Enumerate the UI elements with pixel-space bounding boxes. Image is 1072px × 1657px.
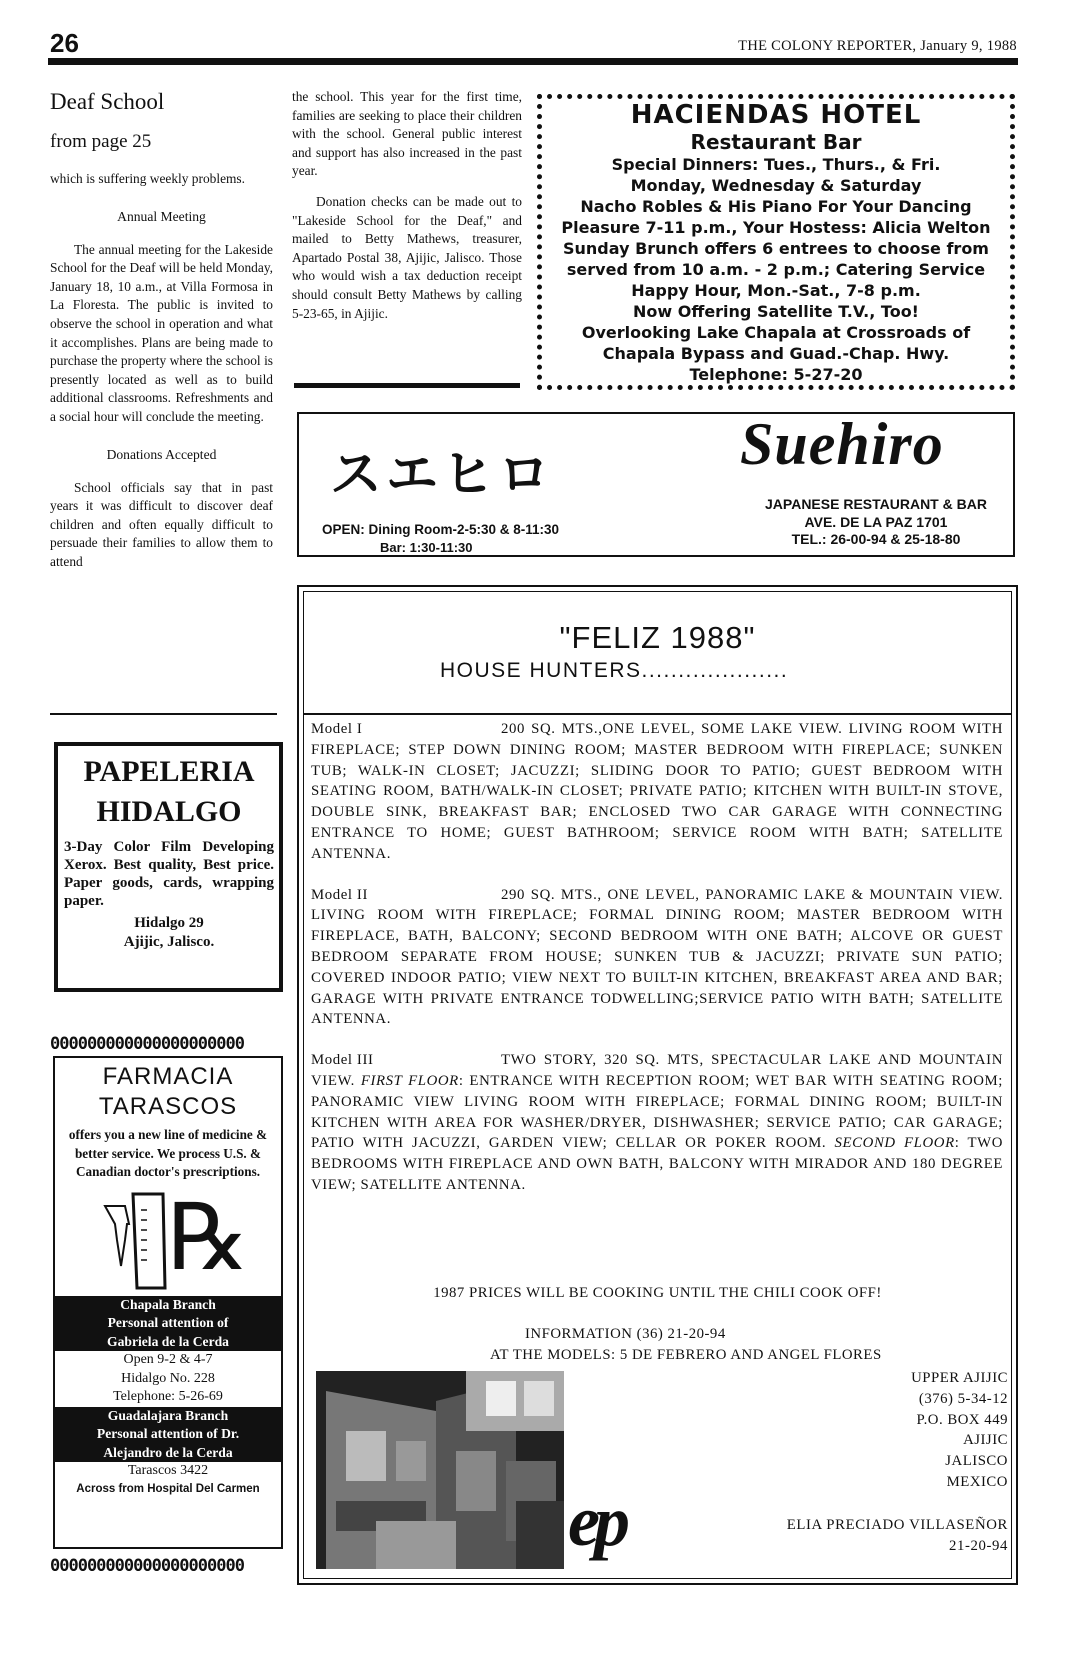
farmacia-chain-bottom: 000000000000000000000 <box>50 1556 244 1576</box>
house-prices-note: 1987 PRICES WILL BE COOKING UNTIL THE CHILI COOK OFF! <box>433 1285 882 1301</box>
model3-name: Model III <box>311 1052 374 1069</box>
deaf-article-col1 <box>50 88 273 572</box>
house-contact-line: JALISCO <box>945 1453 1008 1470</box>
deaf-col2-para2: Donation checks can be made out to "Lakeside School for the Deaf," and mailed to Betty Mathews, treasurer, Apartado Postal 38, Ajijic, Jalisco. Those who would wish a tax deduction receipt should consult Betty Mathews by calling 5-23-65, in Ajijic. <box>292 193 522 321</box>
house-models <box>311 719 1003 1196</box>
deaf-para-donations: School officials say that in past years it was difficult to discover deaf children and often equally difficult to persuade their families to allow them to attend <box>50 479 273 569</box>
papeleria-address-1: Hidalgo 29 <box>134 915 204 931</box>
farmacia-chain-top: 000000000000000000000 <box>50 1034 244 1054</box>
suehiro-hours-dining: OPEN: Dining Room-2-5:30 & 8-11:30 <box>322 522 560 537</box>
suehiro-address: AVE. DE LA PAZ 1701 <box>804 513 948 530</box>
house-headline: "FELIZ 1988" <box>559 620 756 655</box>
model3-block <box>311 1050 1003 1196</box>
haciendas-line: Now Offering Satellite T.V., Too! <box>633 302 919 321</box>
model2-block <box>311 885 1003 1031</box>
house-contact-line: (376) 5-34-12 <box>918 1390 1008 1407</box>
haciendas-ad-text <box>547 100 1005 385</box>
haciendas-line: Monday, Wednesday & Saturday <box>630 176 922 195</box>
haciendas-line: Chapala Bypass and Guad.-Chap. Hwy. <box>602 344 950 363</box>
farmacia-title-1: FARMACIA <box>102 1063 234 1090</box>
farmacia-branch2-title: Guadalajara Branch <box>107 1407 229 1423</box>
haciendas-line: Restaurant Bar <box>690 130 862 154</box>
header-rule <box>48 58 1018 65</box>
deaf-col2-para1: the school. This year for the first time, families are seeking to place their children with the school. General public interest and support has also increased in the past year. <box>292 89 522 179</box>
haciendas-line: Sunday Brunch offers 6 entrees to choose from <box>563 239 989 258</box>
farmacia-branch1-title: Chapala Branch <box>120 1296 216 1312</box>
haciendas-title: HACIENDAS HOTEL <box>630 100 922 130</box>
col2-end-rule <box>294 383 520 388</box>
deaf-subhead: from page 25 <box>50 131 152 152</box>
rx-symbol: ℞ <box>167 1183 250 1291</box>
deaf-headline: Deaf School <box>50 89 165 114</box>
farmacia-intro: offers you a new line of medicine & better service. We process U.S. & Canadian doctor's prescriptions. <box>68 1127 268 1179</box>
house-signature <box>787 1515 1008 1557</box>
model3-first-floor: FIRST FLOOR <box>360 1072 459 1089</box>
farmacia-branch2-note: Across from Hospital Del Carmen <box>76 1483 260 1495</box>
rx-icon <box>55 1184 281 1296</box>
model3-second-floor: SECOND FLOOR <box>834 1135 955 1152</box>
farmacia-branch1-details <box>55 1351 281 1407</box>
farmacia-title-2: TARASCOS <box>98 1093 238 1120</box>
papeleria-title-1: PAPELERIA <box>83 755 255 788</box>
suehiro-tagline: JAPANESE RESTAURANT & BAR <box>765 496 987 512</box>
publication-line: THE COLONY REPORTER, January 9, 1988 <box>738 38 1017 54</box>
haciendas-line: Pleasure 7-11 p.m., Your Hostess: Alicia Welton <box>561 218 991 237</box>
farmacia-branch1-phone: Telephone: 5-26-69 <box>113 1389 223 1404</box>
papeleria-body: 3-Day Color Film Developing Xerox. Best quality, Best price. Paper goods, cards, wrapping paper. <box>64 839 274 909</box>
house-contact-line: P.O. BOX 449 <box>916 1411 1008 1428</box>
model1-text: 200 SQ. MTS.,ONE LEVEL, SOME LAKE VIEW. LIVING ROOM WITH FIREPLACE; STEP DOWN DINING ROOM; MASTER BEDROOM WITH FIREPLACE; SUNKEN TUB; WALK-IN CLOSET; JACUZZI; SLIDING DOOR TO PATIO; GUEST BEDROOM WITH SEATING ROOM, BATH/WALK-IN CLOSET; PRIVATE PATIO; KITCHEN WITH BUILT-IN STOVE, DOUBLE SINK, BREAKFAST BAR; ENCLOSED TWO CAR GARAGE WITH CONNECTING ENTRANCE TO HOME; GUEST BATHROOM; SERVICE ROOM WITH BATH; SATELLITE ANTENNA. <box>311 721 1003 862</box>
suehiro-info <box>740 496 1012 549</box>
house-logo: ep <box>568 1481 624 1561</box>
farmacia-branch2-header <box>55 1407 281 1463</box>
farmacia-branch2-attention: Personal attention of Dr. <box>96 1426 240 1441</box>
deaf-article-col2 <box>292 88 522 323</box>
farmacia-branch1-header <box>55 1296 281 1352</box>
farmacia-branch2-name: Alejandro de la Cerda <box>103 1444 233 1460</box>
haciendas-line: served from 10 a.m. - 2 p.m.; Catering Service <box>566 260 986 279</box>
house-models-line: AT THE MODELS: 5 DE FEBRERO AND ANGEL FLORES <box>490 1347 882 1363</box>
papeleria-address-2: Ajijic, Jalisco. <box>123 934 215 950</box>
deaf-para-annual-meeting: The annual meeting for the Lakeside School for the Deaf will be held Monday, January 18, 10 a.m., at Villa Formosa in La Floresta. The public is invited to observe the school in operation and what it accomplishes. Plans are being made to purchase the property where the school is presently located as well as to build additional classrooms. Refreshments and a social hour will conclude the meeting. <box>50 241 273 424</box>
farmacia-branch1-name: Gabriela de la Cerda <box>107 1333 229 1349</box>
col1-divider <box>50 713 277 715</box>
model3-text-c: : TWO BEDROOMS WITH FIREPLACE AND OWN BATH, BALCONY WITH MIRADOR AND 180 DEGREE VIEW; SATELLITE ANTENNA. <box>311 1135 1003 1193</box>
page-number: 26 <box>50 28 79 58</box>
suehiro-japanese-logo: スエヒロ <box>330 445 555 505</box>
haciendas-line: Overlooking Lake Chapala at Crossroads of <box>581 323 971 342</box>
house-contact <box>748 1368 1008 1493</box>
house-signature-name: ELIA PRECIADO VILLASEÑOR <box>786 1517 1008 1533</box>
farmacia-branch2-details <box>55 1462 281 1498</box>
model2-name: Model II <box>311 886 368 903</box>
model2-text: 290 SQ. MTS., ONE LEVEL, PANORAMIC LAKE & MOUNTAIN VIEW. LIVING ROOM WITH FIREPLACE; FORMAL DINING ROOM; MASTER BEDROOM WITH FIREPLACE, BATH, BALCONY; SECOND BEDROOM WITH ONE BATH; ALCOVE OR GUEST BEDROOM SEPARATE FROM HOUSE; SUNKEN TUB & JACUZZI; PRIVATE SUN PATIO; COVERED INDOOR PATIO; VIEW NEXT TO BUILT-IN KITCHEN, BREAKFAST AREA AND BAR; GARAGE WITH PRIVATE ENTRANCE TODWELLING;SERVICE PATIO WITH BATH; SATELLITE ANTENNA. <box>311 886 1003 1028</box>
model3-text-a: TWO STORY, 320 SQ. MTS, SPECTACULAR LAKE AND MOUNTAIN VIEW. <box>311 1052 1003 1089</box>
papeleria-title-2: HIDALGO <box>96 795 242 828</box>
haciendas-line: Nacho Robles & His Piano For Your Dancing <box>580 197 972 216</box>
house-headline-rule <box>303 713 1012 715</box>
farmacia-branch2-address: Tarascos 3422 <box>127 1463 209 1478</box>
house-contact-line: AJIJIC <box>963 1432 1008 1449</box>
house-contact-line: MEXICO <box>946 1473 1008 1490</box>
house-photo <box>316 1371 564 1569</box>
haciendas-line: Telephone: 5-27-20 <box>689 365 863 384</box>
model1-block <box>311 719 1003 865</box>
house-info-line: INFORMATION (36) 21-20-94 <box>525 1326 726 1342</box>
suehiro-phone: TEL.: 26-00-94 & 25-18-80 <box>791 531 961 547</box>
farmacia-branch1-hours: Open 9-2 & 4-7 <box>123 1352 213 1367</box>
farmacia-ad-text <box>55 1062 281 1498</box>
farmacia-branch1-attention: Personal attention of <box>107 1315 229 1330</box>
farmacia-branch1-address: Hidalgo No. 228 <box>121 1370 215 1386</box>
house-subhead: HOUSE HUNTERS.................... <box>440 659 789 682</box>
haciendas-line: Happy Hour, Mon.-Sat., 7-8 p.m. <box>631 281 921 300</box>
model1-name: Model I <box>311 721 363 737</box>
house-contact-line: UPPER AJIJIC <box>911 1370 1008 1386</box>
deaf-sub-annual-meeting: Annual Meeting <box>117 208 206 224</box>
deaf-sub-donations: Donations Accepted <box>106 446 217 462</box>
suehiro-brand: Suehiro <box>740 411 944 477</box>
papeleria-ad-text <box>64 752 274 952</box>
model3-text-b: : ENTRANCE WITH RECEPTION ROOM; WET BAR WITH SEATING ROOM; PANORAMIC VIEW LIVING ROOM WITH FIREPLACE; FORMAL DINING ROOM; BUILT-IN KITCHEN WITH AREA FOR WASHER/DRYER, DISHWASHER; SERVICE PATIO; CAR GARAGE; PATIO WITH JACUZZI, GARDEN VIEW; CELLAR OR POKER ROOM. <box>311 1072 1003 1152</box>
haciendas-line: Special Dinners: Tues., Thurs., & Fri. <box>611 155 941 174</box>
house-signature-phone: 21-20-94 <box>948 1538 1008 1554</box>
deaf-intro: which is suffering weekly problems. <box>50 171 245 186</box>
suehiro-hours-bar: Bar: 1:30-11:30 <box>380 540 473 555</box>
